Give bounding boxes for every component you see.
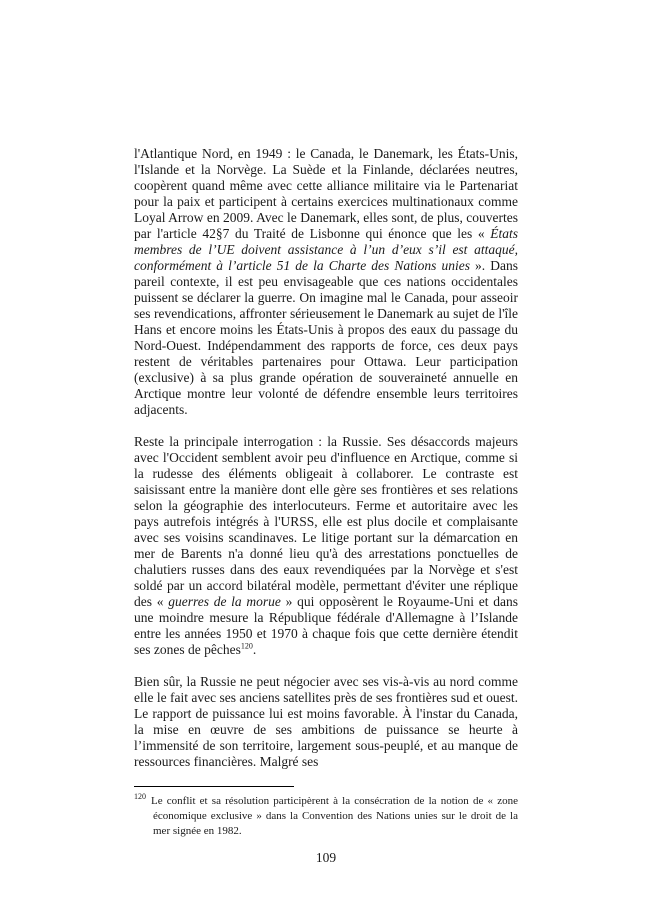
body-paragraph: Reste la principale interrogation : la Russie. Ses désaccords majeurs avec l'Occident semblent avoir peu d'influence en Arctique, comme si la rudesse des éléments obligeait à collaborer. Le contraste est saisissant entre la manière dont elle gère ses frontières et ses relations selon la géographie des interlocuteurs. Ferme et autoritaire avec les pays autrefois intégrés à l'URSS, elle est plus docile et complaisante avec ses voisins scandinaves. Le litige portant sur la démarcation en mer de Barents n'a donné lieu qu'à des arrestations ponctuelles de chalutiers russes dans des eaux revendiquées par la Norvège et s'est soldé par un accord bilatéral modèle, permettant d'éviter une réplique des « guerres de la morue » qui opposèrent le Royaume-Uni et dans une moindre mesure la République fédérale d'Allemagne à l’Islande entre les années 1950 et 1970 à chaque fois que cette dernière étendit ses zones de pêches$^{120}$.: [134, 434, 518, 657]
body-paragraph: Bien sûr, la Russie ne peut négocier avec ses vis-à-vis au nord comme elle le fait avec ses anciens satellites près de ses frontières sud et ouest. Le rapport de puissance lui est moins favorable. À l'instar du Canada, la mise en œuvre de ses ambitions de puissance se heurte à l’immensité de son territoire, largement sous-peuplé, et au manque de ressources financières. Malgré ses: [134, 674, 518, 769]
body-paragraph: l'Atlantique Nord, en 1949 : le Canada, le Danemark, les États-Unis, l'Islande et la Norvège. La Suède et la Finlande, déclarées neutres, coopèrent quand même avec cette alliance militaire via le Partenariat pour la paix et participent à certains exercices multinationaux comme Loyal Arrow en 2009. Avec le Danemark, elles sont, de plus, couvertes par l'article 42§7 du Traité de Lisbonne qui énonce que les « États membres de l’UE doivent assistance à l’un d’eux s’il est attaqué, conformément à l’article 51 de la Charte des Nations unies ». Dans pareil contexte, il est peu envisageable que ces nations occidentales puissent se déclarer la guerre. On imagine mal le Canada, pour asseoir ses revendications, affronter sérieusement le Danemark au sujet de l'île Hans et encore moins les États-Unis à propos des eaux du passage du Nord-Ouest. Indépendamment des rapports de force, ces deux pays restent de véritables partenaires pour Ottawa. Leur participation (exclusive) à sa plus grande opération de souveraineté annuelle en Arctique montre leur volonté de défendre ensemble leurs territoires adjacents.: [134, 146, 518, 417]
page-number: 109: [315, 850, 337, 865]
footnote: [134, 794, 518, 839]
footnote-text: Le conflit et sa résolution participèrent à la consécration de la notion de « zone économique exclusive » dans la Convention des Nations unies sur le droit de la mer signée en 1982.: [151, 795, 518, 837]
text-block: [134, 146, 518, 866]
footnote-number: 120: [134, 792, 146, 802]
footnote-separator: [134, 786, 294, 787]
body-text: [134, 146, 518, 770]
